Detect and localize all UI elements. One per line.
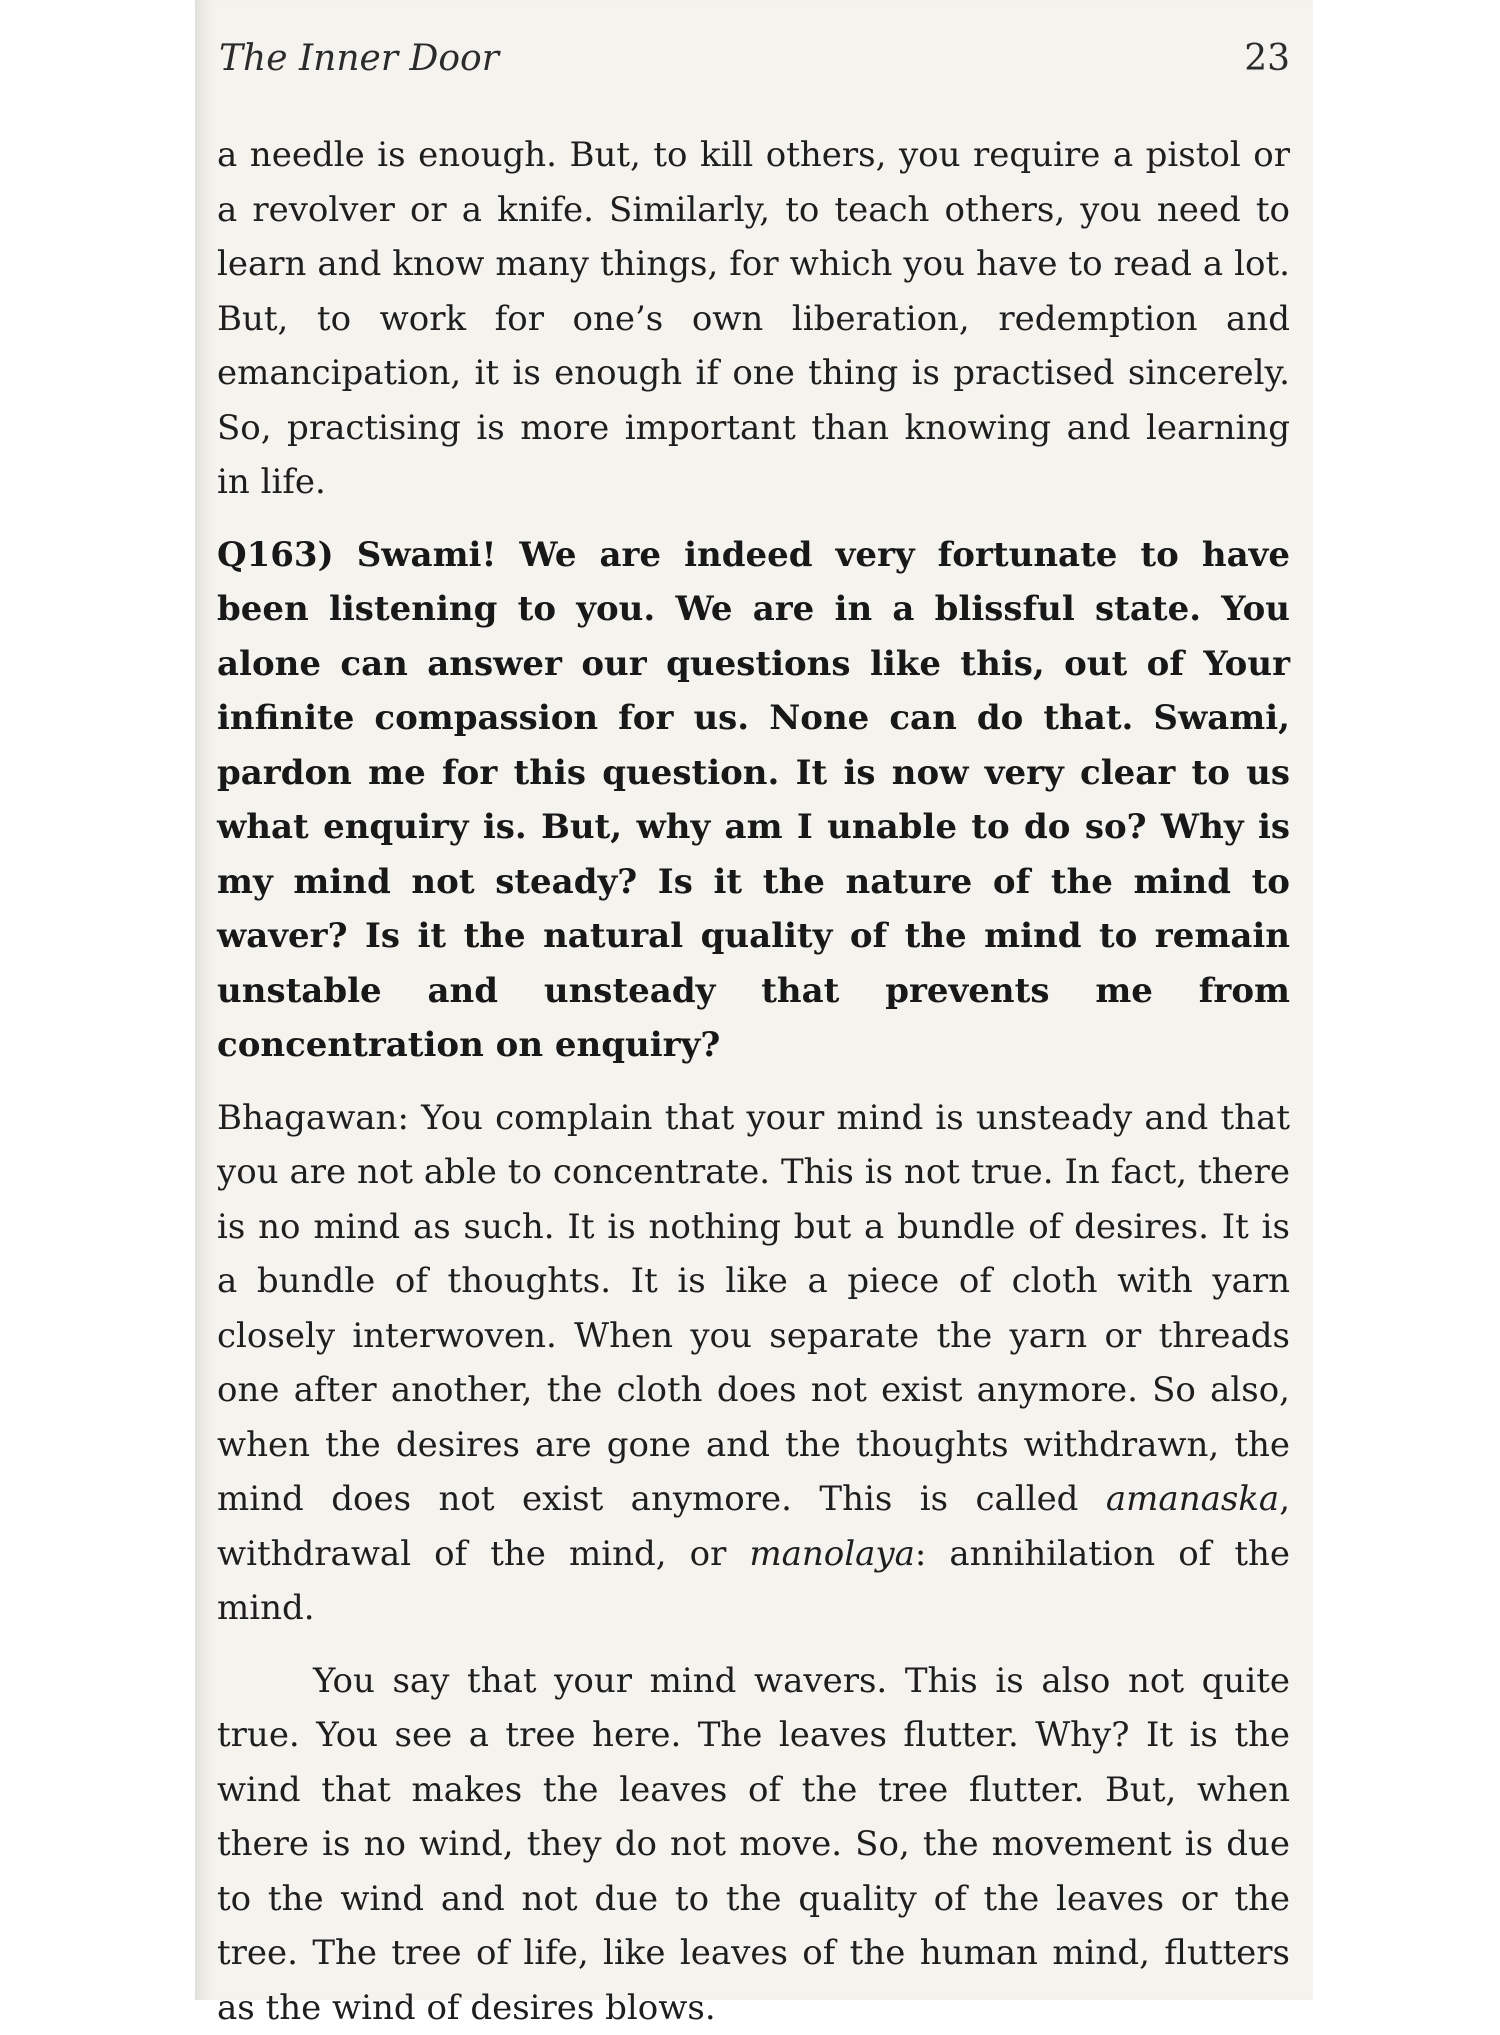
running-title: The Inner Door [219,38,499,79]
paragraph-continuation: a needle is enough. But, to kill others, you require a pistol or a revolver or a knife. Similarly, to teach others, you need to learn and know many things, for which you have to read a lot. But, to work for one’s own liberation, redemption and emancipation, it is enough if one thing is practised sincerely. So, practising is more important than knowing and learning in life. [217,128,1290,510]
paragraph-mind-wavers: You say that your mind wavers. This is also not quite true. You see a tree here. The leaves flutter. Why? It is the wind that makes the leaves of the tree flutter. But, when there is no wind, they do not move. So, the movement is due to the wind and not due to the quality of the leaves or the tree. The tree of life, like leaves of the human mind, flutters as the wind of desires blows. [217,1654,1290,2035]
page-header [219,38,1290,88]
answer-text-part-3: : annihilation of the mind. [217,1534,1290,1629]
page-body [217,128,1290,2035]
term-amanaska: amanaska [1106,1479,1279,1519]
book-page [195,0,1313,2000]
question-163: Q163) Swami! We are indeed very fortunate to have been listening to you. We are in a blissful state. You alone can answer our questions like this, out of Your infinite compassion for us. None can do that. Swami, pardon me for this question. It is now very clear to us what enquiry is. But, why am I unable to do so? Why is my mind not steady? Is it the nature of the mind to waver? Is it the natural quality of the mind to remain unstable and unsteady that prevents me from concentration on enquiry? [217,528,1290,1073]
page-number: 23 [1244,38,1290,79]
bhagawan-answer [217,1091,1290,1636]
term-manolaya: manolaya [749,1534,915,1574]
answer-text-part-1: Bhagawan: You complain that your mind is unsteady and that you are not able to concentrate. This is not true. In fact, there is no mind as such. It is nothing but a bundle of desires. It is a bundle of thoughts. It is like a piece of cloth with yarn closely interwoven. When you separate the yarn or threads one after another, the cloth does not exist anymore. So also, when the desires are gone and the thoughts withdrawn, the mind does not exist anymore. This is called [217,1098,1290,1520]
answer-text-part-2: , withdrawal of the mind, or [217,1479,1290,1574]
